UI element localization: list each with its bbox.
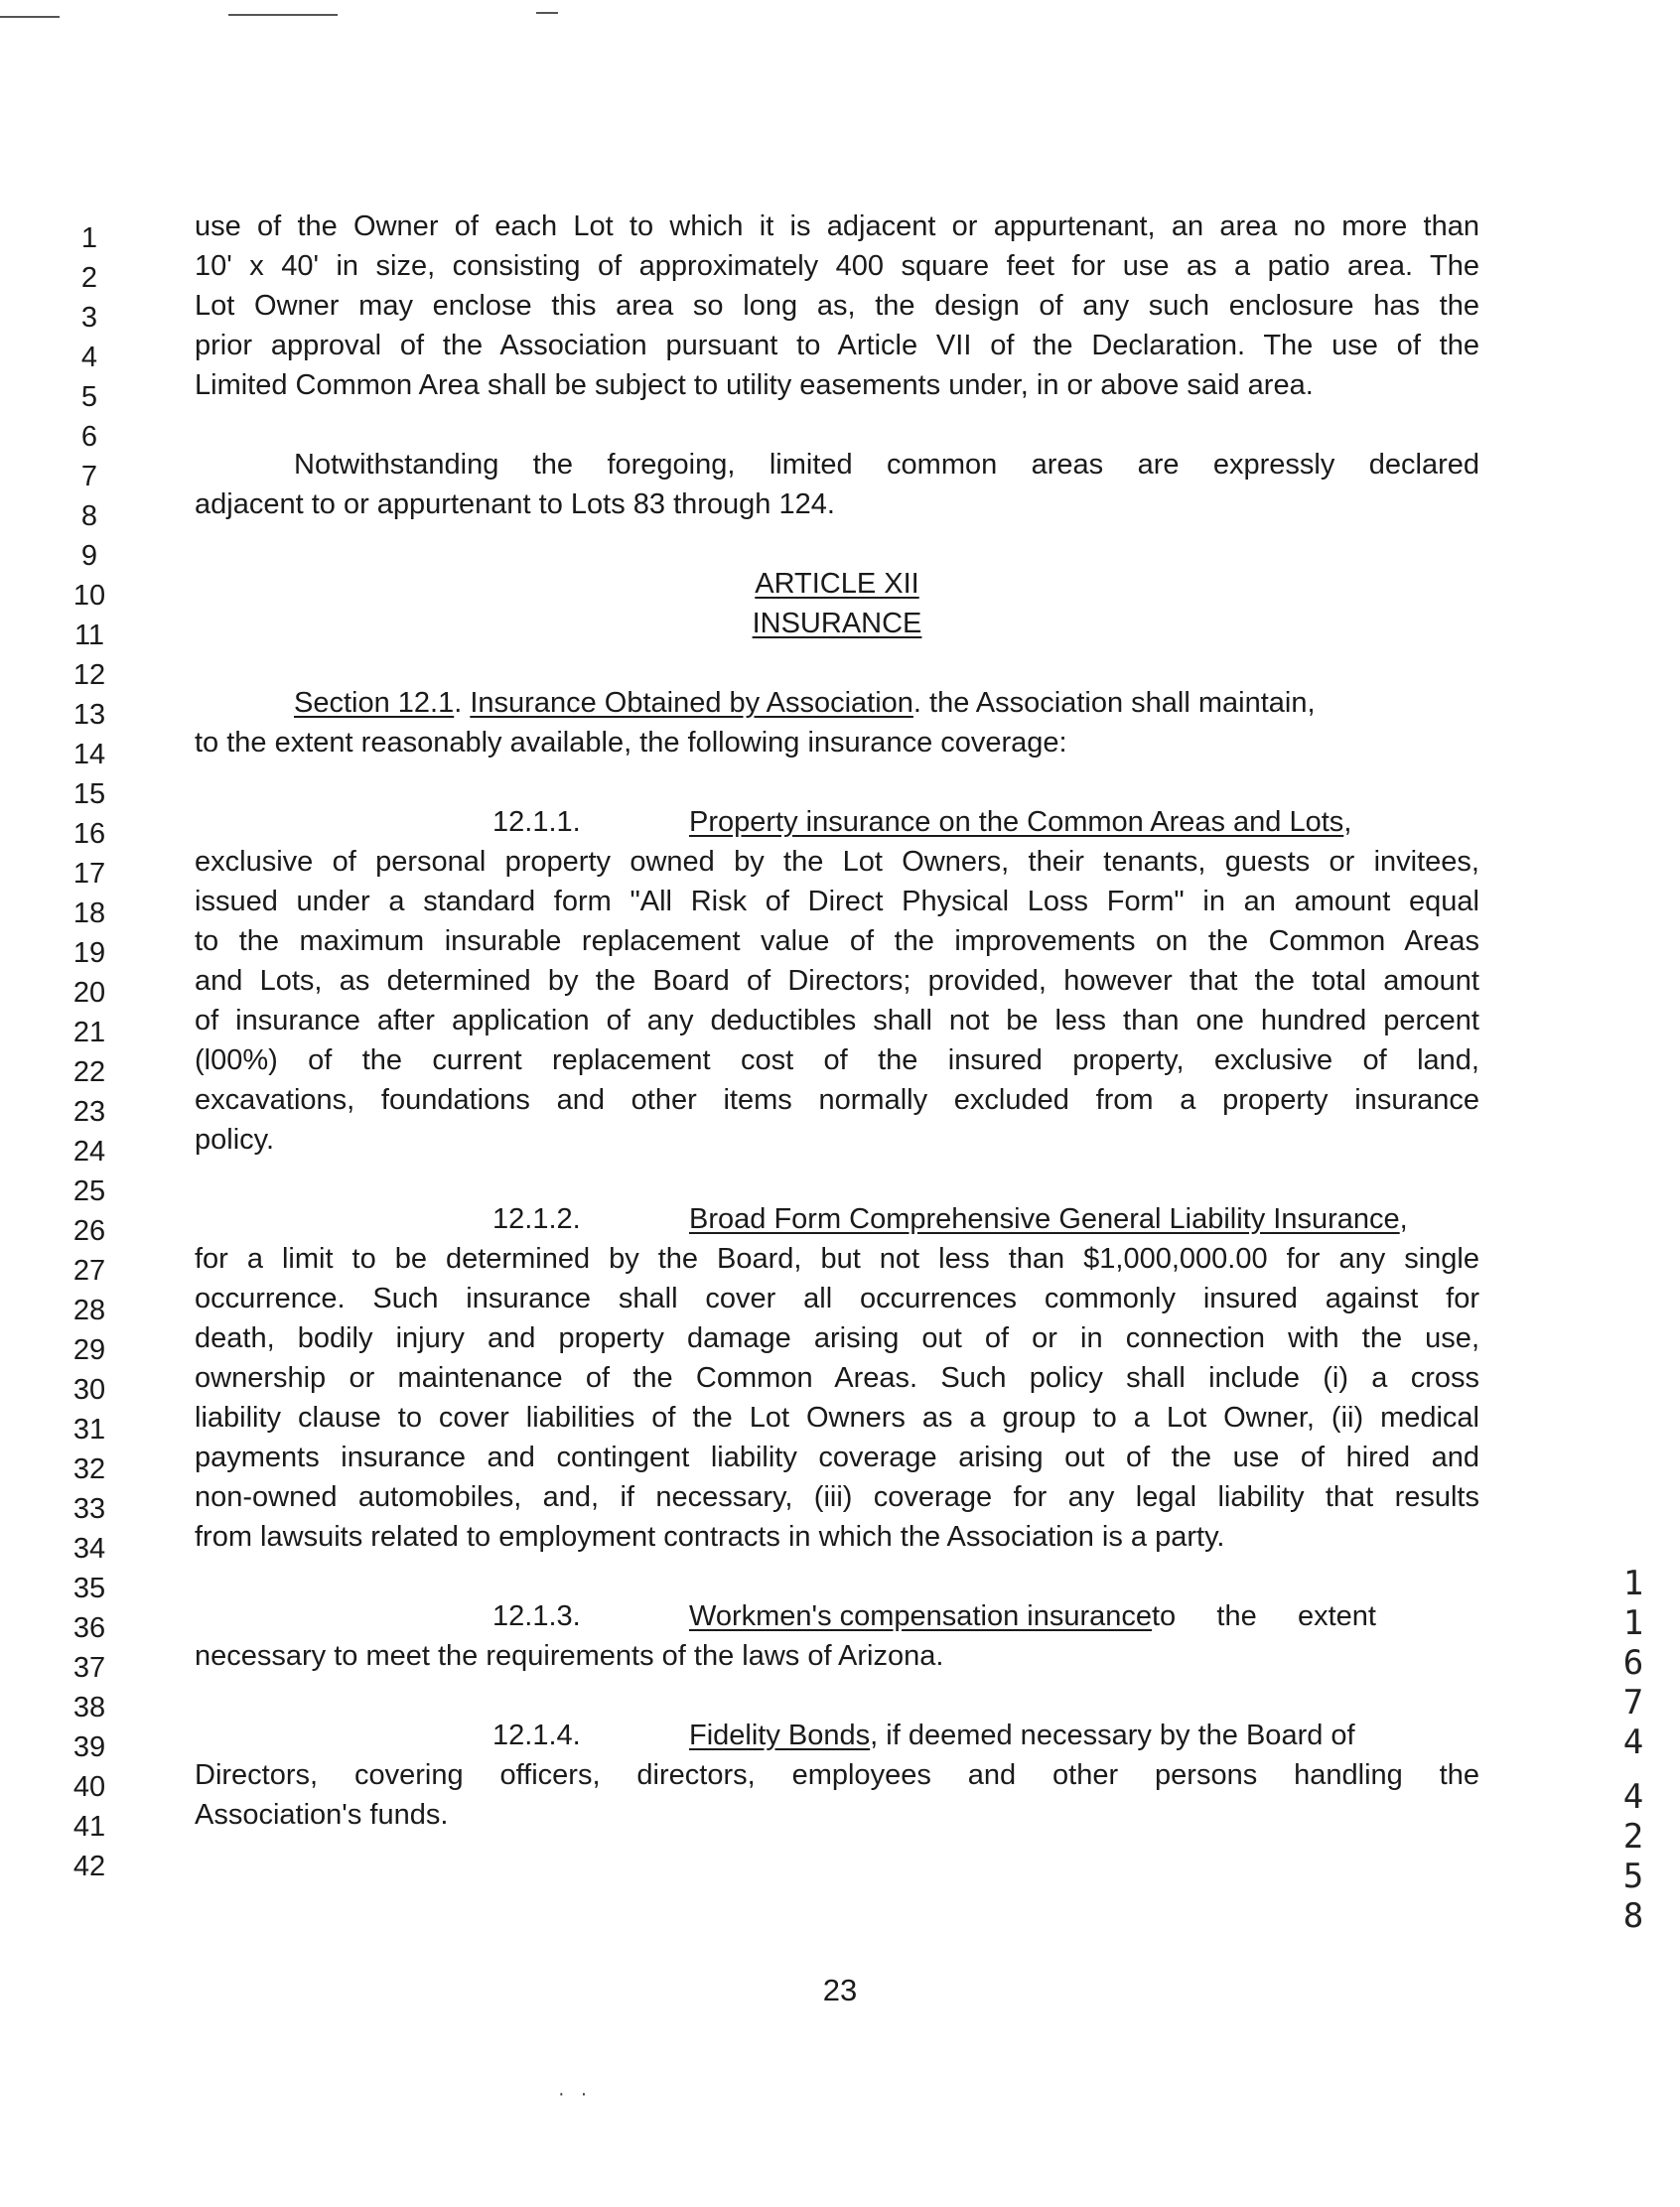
line-number: 40 xyxy=(72,1771,106,1803)
body-text-line: issued under a standard form "All Risk of Direct Physical Loss Form" in an amount equal xyxy=(195,886,1479,917)
subsection-number: 12.1.2. xyxy=(492,1203,581,1235)
line-number: 9 xyxy=(80,540,98,572)
body-text-line: adjacent to or appurtenant to Lots 83 through 124. xyxy=(195,488,835,520)
scan-mark xyxy=(0,16,60,18)
body-text-line: Lot Owner may enclose this area so long as, the design of any such enclosure has the xyxy=(195,290,1479,322)
body-text-line: excavations, foundations and other items normally excluded from a property insurance xyxy=(195,1084,1479,1116)
article-number xyxy=(195,564,1479,604)
section-text: . the Association shall maintain, xyxy=(912,687,1316,719)
body-text-line: death, bodily injury and property damage arising out of or in connection with the use, xyxy=(195,1322,1479,1354)
line-number: 32 xyxy=(72,1453,106,1485)
body-text-line: occurrence. Such insurance shall cover all occurrences commonly insured against for xyxy=(195,1283,1479,1314)
line-number: 14 xyxy=(72,739,106,770)
line-number: 24 xyxy=(72,1136,106,1168)
body-text-line: for a limit to be determined by the Board, but not less than $1,000,000.00 for any single xyxy=(195,1243,1479,1275)
stamp-digit: 5 xyxy=(1622,1857,1644,1896)
line-number: 30 xyxy=(72,1374,106,1406)
scan-mark xyxy=(228,14,338,16)
line-number: 19 xyxy=(72,937,106,969)
page-number: 23 xyxy=(822,1973,858,2007)
line-number: 6 xyxy=(80,421,98,453)
line-number: 21 xyxy=(72,1017,106,1048)
body-text-line xyxy=(195,445,1479,484)
subsection-text: , if deemed necessary by the Board of xyxy=(870,1720,1355,1751)
section-label-period: . xyxy=(454,687,471,719)
body-text-line: Directors, covering officers, directors, employees and other persons handling the xyxy=(195,1759,1479,1791)
line-number: 1 xyxy=(80,222,98,254)
line-number: 12 xyxy=(72,659,106,691)
article-title-text: INSURANCE xyxy=(752,608,922,639)
line-number: 11 xyxy=(73,620,105,651)
line-number: 36 xyxy=(72,1612,106,1644)
line-number: 7 xyxy=(80,461,98,492)
line-number: 42 xyxy=(72,1851,106,1882)
line-number: 17 xyxy=(72,858,106,890)
body-text-line: liability clause to cover liabilities of the Lot Owners as a group to a Lot Owner, (ii) medical xyxy=(195,1402,1479,1434)
body-text-line: Limited Common Area shall be subject to utility easements under, in or above said area. xyxy=(195,369,1314,401)
line-number: 25 xyxy=(72,1175,106,1207)
article-title xyxy=(195,604,1479,643)
body-text-line: necessary to meet the requirements of the laws of Arizona. xyxy=(195,1640,944,1672)
subsection-heading-line xyxy=(195,1199,1479,1239)
body-text-line: ownership or maintenance of the Common Areas. Such policy shall include (i) a cross xyxy=(195,1362,1479,1394)
stamp-digit: 2 xyxy=(1622,1817,1644,1857)
line-number: 26 xyxy=(72,1215,106,1247)
line-number: 34 xyxy=(72,1533,106,1565)
line-number: 5 xyxy=(80,381,98,413)
article-number-text: ARTICLE XII xyxy=(755,568,919,600)
line-number: 39 xyxy=(72,1731,106,1763)
body-text-line: prior approval of the Association pursuant to Article VII of the Declaration. The use of the xyxy=(195,330,1479,361)
line-number: 4 xyxy=(80,342,98,373)
subsection-heading: Broad Form Comprehensive General Liability Insurance xyxy=(689,1203,1400,1235)
body-text-line: payments insurance and contingent liability coverage arising out of the use of hired and xyxy=(195,1442,1479,1473)
body-text-line: non-owned automobiles, and, if necessary, (iii) coverage for any legal liability that results xyxy=(195,1481,1479,1513)
stamp-digit: 1 xyxy=(1622,1564,1644,1603)
subsection-text: , xyxy=(1399,1203,1408,1235)
line-number: 15 xyxy=(72,778,106,810)
body-text-line: to the maximum insurable replacement value of the improvements on the Common Areas xyxy=(195,925,1479,957)
line-number: 10 xyxy=(72,580,106,612)
stamp-digit: 4 xyxy=(1622,1723,1644,1762)
subsection-heading-line xyxy=(195,1716,1479,1755)
line-number: 41 xyxy=(72,1811,106,1843)
line-number: 2 xyxy=(80,262,98,294)
line-number: 29 xyxy=(72,1334,106,1366)
stamp-digit: 1 xyxy=(1622,1603,1644,1643)
section-heading-line xyxy=(195,683,1479,723)
subsection-heading: Property insurance on the Common Areas and Lots xyxy=(689,806,1344,838)
subsection-heading-line xyxy=(195,802,1479,842)
subsection-heading: Fidelity Bonds xyxy=(689,1720,871,1751)
line-number: 13 xyxy=(72,699,106,731)
scan-specks: ·· xyxy=(558,2083,604,2105)
section-label: Section 12.1 xyxy=(294,687,455,719)
line-number: 3 xyxy=(80,302,98,334)
section-heading: Insurance Obtained by Association xyxy=(470,687,913,719)
line-number: 35 xyxy=(72,1573,106,1604)
line-number: 8 xyxy=(80,500,98,532)
body-text-line: from lawsuits related to employment contracts in which the Association is a party. xyxy=(195,1521,1225,1553)
body-text-line: Association's funds. xyxy=(195,1799,449,1831)
line-number: 16 xyxy=(72,818,106,850)
subsection-text: , xyxy=(1343,806,1352,838)
stamp-digit: 6 xyxy=(1622,1643,1644,1683)
subsection-number: 12.1.4. xyxy=(492,1720,581,1751)
stamp-digit: 4 xyxy=(1622,1777,1644,1817)
line-number: 28 xyxy=(72,1295,106,1326)
subsection-heading-line xyxy=(195,1596,1479,1636)
line-number: 27 xyxy=(72,1255,106,1287)
body-text-line: 10' x 40' in size, consisting of approximately 400 square feet for use as a patio area. The xyxy=(195,250,1479,282)
body-text-line: of insurance after application of any deductibles shall not be less than one hundred percent xyxy=(195,1005,1479,1036)
body-text-line: policy. xyxy=(195,1124,275,1156)
subsection-text: to the extent xyxy=(1152,1600,1376,1632)
line-number: 37 xyxy=(72,1652,106,1684)
line-number: 38 xyxy=(72,1692,106,1724)
line-number: 22 xyxy=(72,1056,106,1088)
line-number: 18 xyxy=(72,897,106,929)
line-number: 20 xyxy=(72,977,106,1009)
subsection-number: 12.1.3. xyxy=(492,1600,581,1632)
body-text-line: exclusive of personal property owned by the Lot Owners, their tenants, guests or invitees, xyxy=(195,846,1479,878)
body-text-line: to the extent reasonably available, the following insurance coverage: xyxy=(195,727,1067,759)
line-number: 23 xyxy=(72,1096,106,1128)
scan-mark xyxy=(536,12,558,14)
line-number: 33 xyxy=(72,1493,106,1525)
line-number: 31 xyxy=(72,1414,106,1446)
body-text-line: use of the Owner of each Lot to which it is adjacent or appurtenant, an area no more than xyxy=(195,210,1479,242)
body-text-line: and Lots, as determined by the Board of Directors; provided, however that the total amount xyxy=(195,965,1479,997)
body-text-line: (l00%) of the current replacement cost of the insured property, exclusive of land, xyxy=(195,1044,1479,1076)
stamp-digit: 7 xyxy=(1622,1683,1644,1723)
subsection-heading: Workmen's compensation insurance xyxy=(689,1600,1152,1632)
subsection-number: 12.1.1. xyxy=(492,806,581,838)
notwithstanding-text: Notwithstanding the foregoing, limited common areas are expressly declared xyxy=(294,449,1479,481)
stamp-digit: 8 xyxy=(1622,1896,1644,1936)
